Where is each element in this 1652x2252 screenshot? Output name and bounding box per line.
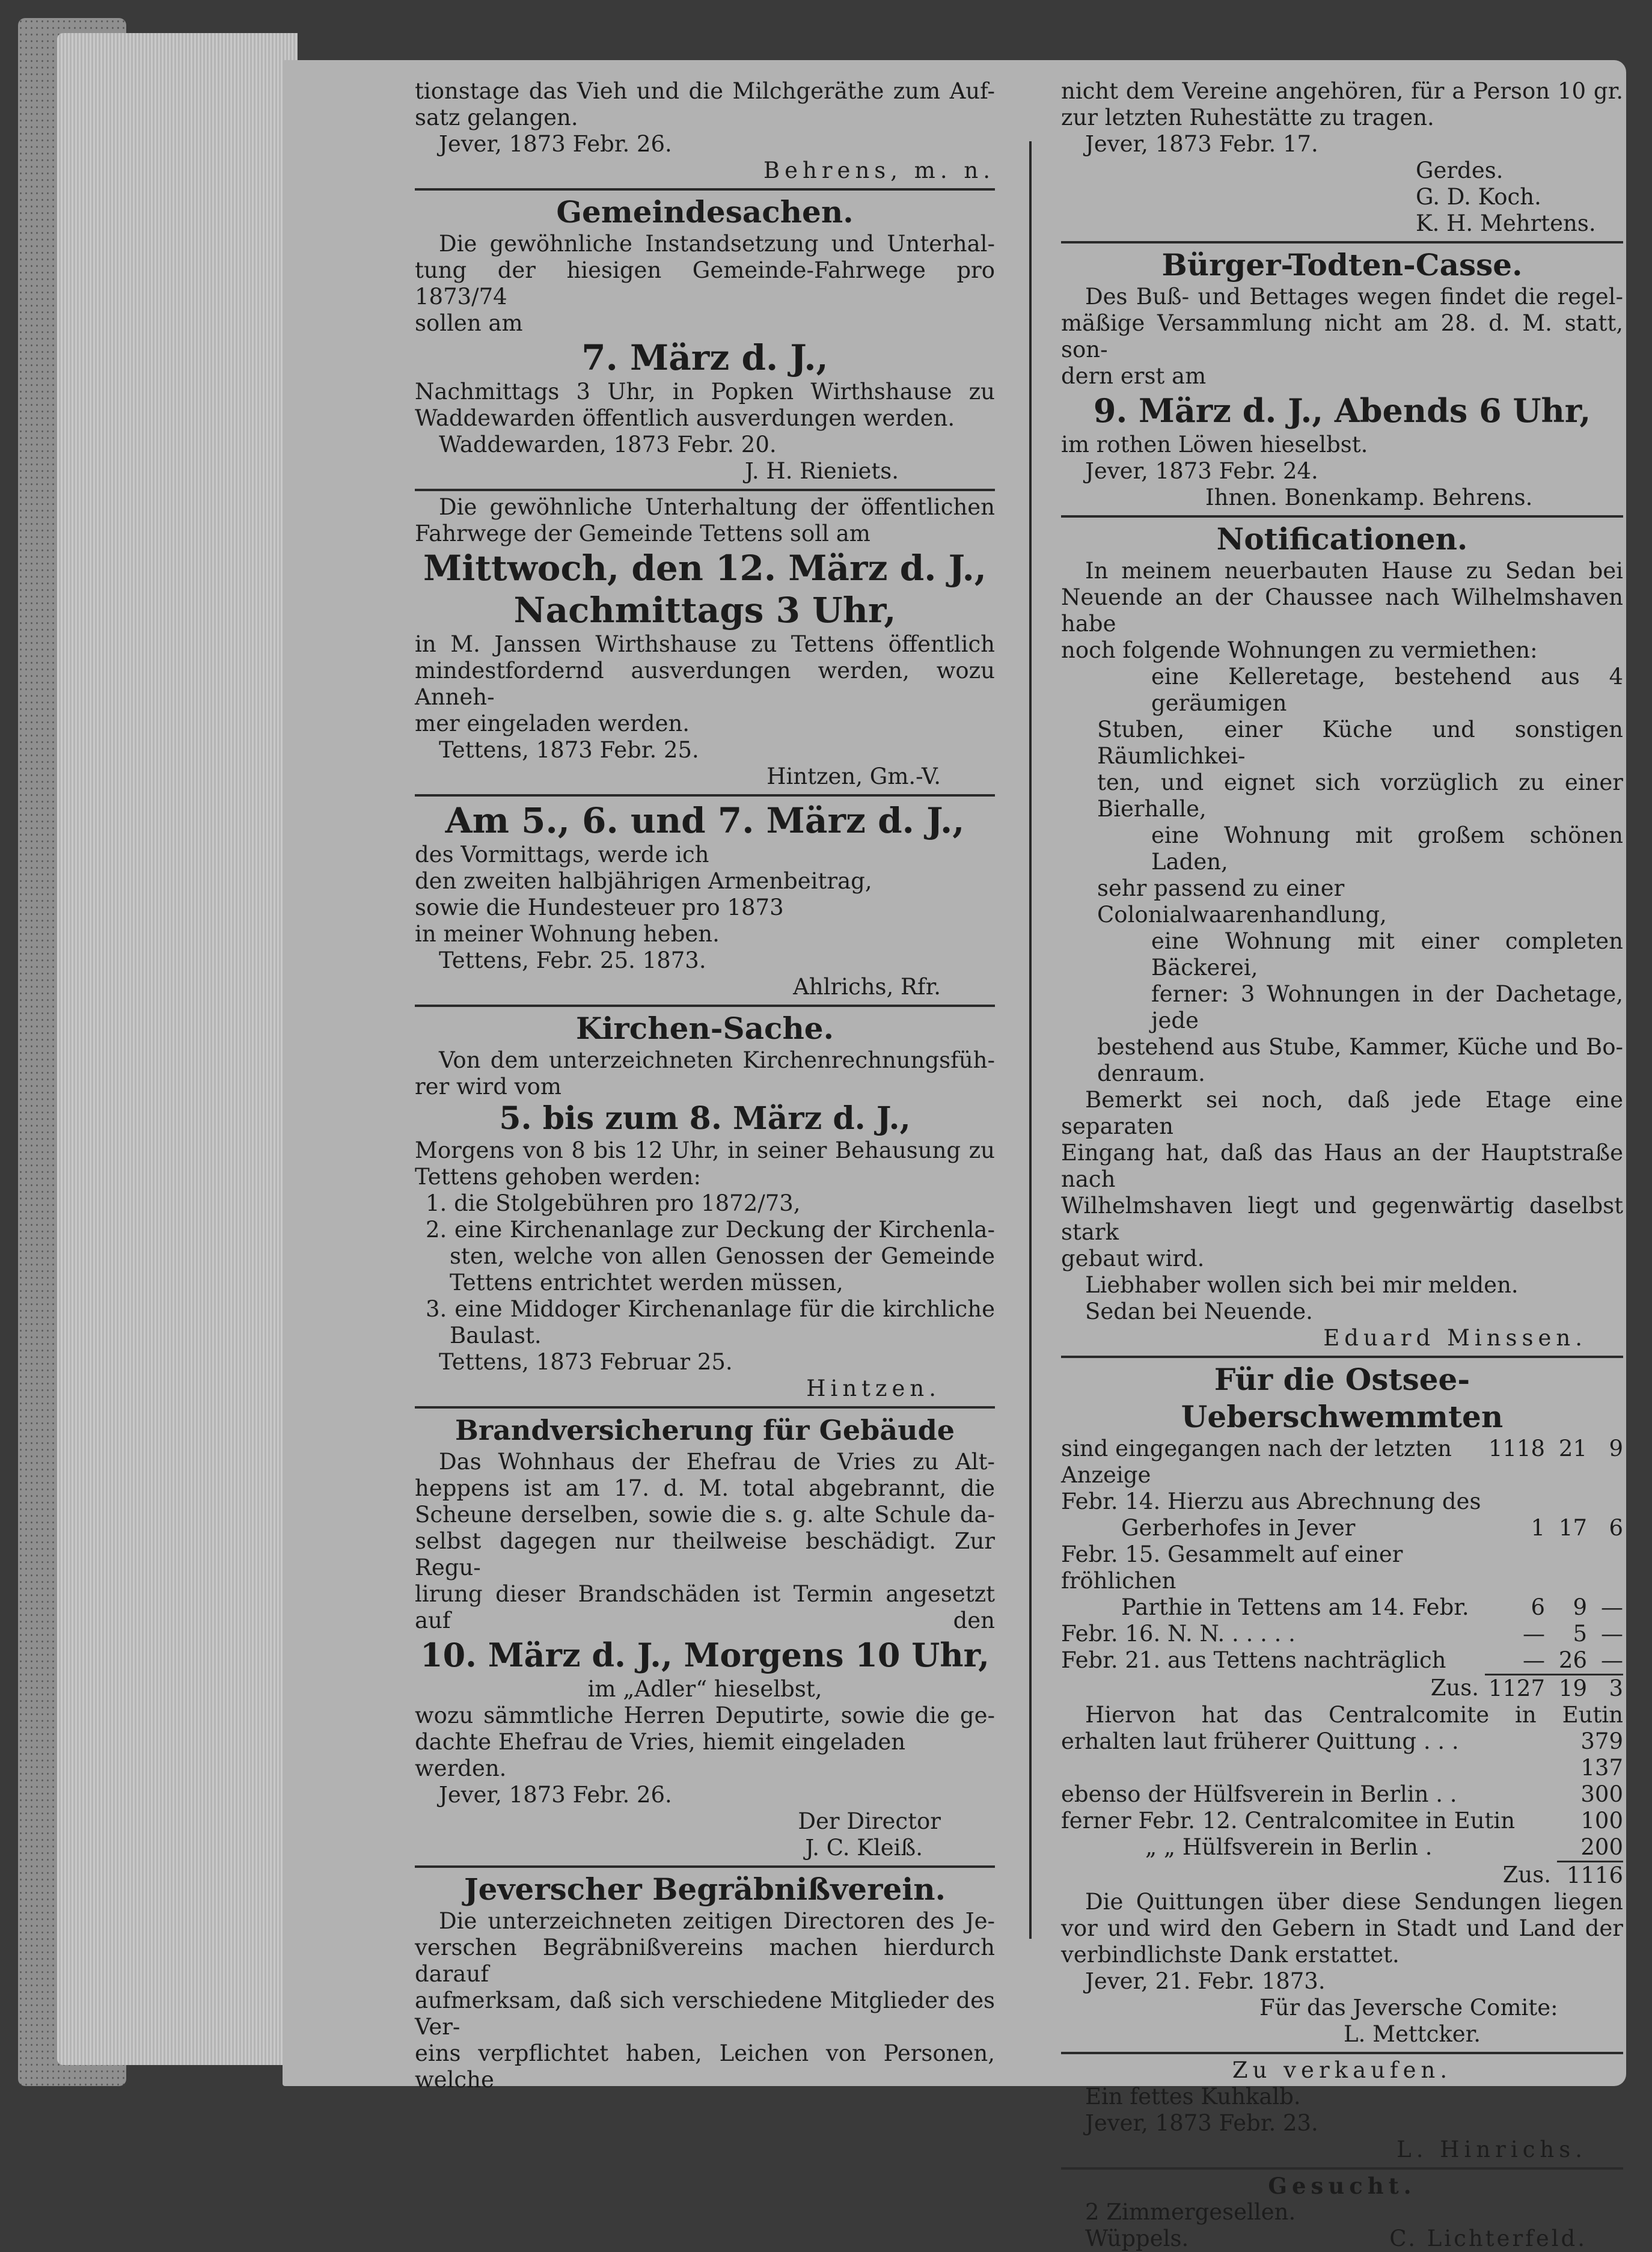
rule (1061, 515, 1623, 518)
row-amount: 100 (1580, 1808, 1623, 1834)
text-line: lirung dieser Brandschäden ist Termin angesetzt auf den (415, 1581, 995, 1633)
signature-title: Für das Jeversche Comite: (1259, 1995, 1558, 2021)
section-heading-kirchen: Kirchen-Sache. (575, 1011, 834, 1046)
text-line: dachte Ehefrau de Vries, hiemit eingeladen werden. (415, 1729, 906, 1781)
event-date: 9. März d. J., Abends 6 Uhr, (1093, 391, 1591, 430)
table-row (1061, 1621, 1623, 1647)
amount-groschen: 26 (1558, 1647, 1587, 1673)
row-amount: 379 (1580, 1728, 1623, 1754)
section-heading-buerger: Bürger-Todten-Casse. (1161, 247, 1523, 283)
text-line: Wilhelmshaven liegt und gegenwärtig daselbst stark (1061, 1193, 1623, 1245)
amount-pfennig: — (1601, 1647, 1623, 1673)
amount-groschen: 17 (1558, 1515, 1587, 1541)
intro-line: tionstage das Vieh und die Milchgeräthe zum Auf- (415, 78, 995, 104)
amount-taler: — (1523, 1621, 1545, 1647)
place-date: Jever, 1873 Febr. 24. (1085, 458, 1318, 484)
event-location: im „Adler“ hieselbst, (587, 1676, 822, 1702)
place-date: Jever, 1873 Febr. 23. (1085, 2110, 1318, 2136)
text-line: Die Quittungen über diese Sendungen liegen (1085, 1889, 1623, 1915)
rule (1061, 1356, 1623, 1358)
signature: C. Lichterfeld. (1389, 2226, 1587, 2251)
text-line: Ein fettes Kuhkalb. (1085, 2084, 1301, 2110)
text-line: mindestfordernd ausverdungen werden, wozu Anneh- (415, 658, 995, 710)
list-line: eine Kelleretage, bestehend aus 4 geräumigen (1151, 664, 1623, 716)
text-line: tung der hiesigen Gemeinde-Fahrwege pro 1873/74 (415, 257, 995, 310)
table-sum-row (1061, 1675, 1623, 1703)
text-line: dern erst am (1061, 363, 1207, 389)
sum-label: Zus. (1502, 1861, 1551, 1888)
signature: L. Hinrichs. (1397, 2137, 1587, 2162)
column-divider (1029, 141, 1032, 1939)
page-edges (57, 33, 298, 2065)
signatures: Ihnen. Bonenkamp. Behrens. (1205, 485, 1533, 510)
text-line: Das Wohnhaus der Ehefrau de Vries zu Alt- (439, 1449, 995, 1475)
sum-groschen: 19 (1545, 1675, 1587, 1703)
table-row (1061, 1594, 1623, 1621)
event-date: 5. bis zum 8. März d. J., (499, 1100, 911, 1137)
amount-taler (1485, 1489, 1545, 1515)
text-line: aufmerksam, daß sich verschiedene Mitglieder des Ver- (415, 1987, 995, 2040)
event-date: 10. März d. J., Morgens 10 Uhr, (420, 1636, 990, 1674)
row-text: ebenso der Hülfsverein in Berlin . . (1061, 1781, 1457, 1807)
place-date: Tettens, Febr. 25. 1873. (439, 947, 706, 973)
amount-taler: 1 (1531, 1515, 1545, 1541)
event-time: Nachmittags 3 Uhr, (513, 590, 896, 631)
amount-groschen: 9 (1573, 1594, 1587, 1620)
sum-pfennig: 3 (1587, 1675, 1623, 1703)
text-line: Morgens von 8 bis 12 Uhr, in seiner Behausung zu (415, 1137, 995, 1163)
signature: Gerdes. (1416, 158, 1504, 183)
place-date: Jever, 1873 Febr. 26. (439, 1782, 672, 1808)
section-heading-brand: Brandversicherung für Gebäude (454, 1414, 955, 1446)
row-amount: 300 (1580, 1781, 1623, 1807)
list-line: ferner: 3 Wohnungen in der Dachetage, jede (1151, 981, 1623, 1033)
text-line: verschen Begräbnißvereins machen hierdurch darauf (415, 1935, 995, 1987)
text-line: Neuende an der Chaussee nach Wilhelmshaven habe (1061, 584, 1623, 637)
amount-pfennig: 9 (1609, 1436, 1623, 1461)
text-line: zur letzten Ruhestätte zu tragen. (1061, 105, 1434, 130)
list-line: bestehend aus Stube, Kammer, Küche und Bo- (1097, 1034, 1623, 1060)
list-item: 1. die Stolgebühren pro 1872/73, (426, 1190, 801, 1216)
text-line: Scheune derselben, sowie die s. g. alte Schule da- (415, 1502, 995, 1528)
sum-amount: 1116 (1557, 1862, 1623, 1889)
table-row (1061, 1728, 1623, 1755)
signature: J. C. Kleiß. (805, 1835, 923, 1861)
place-date: Waddewarden, 1873 Febr. 20. (439, 432, 777, 457)
signature: Hintzen. (806, 1375, 941, 1401)
amount-pfennig (1587, 1541, 1623, 1594)
text-line: Waddewarden öffentlich ausverdungen werden. (415, 405, 955, 431)
left-column (415, 78, 995, 2093)
text-line: noch folgende Wohnungen zu vermiethen: (1061, 637, 1538, 663)
rule (415, 188, 995, 191)
donation-table (1061, 1436, 1623, 1702)
rule (415, 1406, 995, 1409)
table-row (1061, 1808, 1623, 1834)
row-text: Febr. 14. Hierzu aus Abrechnung des (1061, 1489, 1481, 1514)
row-text: Parthie in Tettens am 14. Febr. (1121, 1594, 1469, 1620)
text-line: Tettens gehoben werden: (415, 1164, 701, 1190)
sum-label: Zus. (1430, 1674, 1479, 1701)
signature: J. H. Rieniets. (744, 458, 899, 484)
place-date: Tettens, 1873 Febr. 25. (439, 737, 699, 763)
list-item: 3. eine Middoger Kirchenanlage für die kirchliche (426, 1296, 995, 1322)
section-heading-begraebnis: Jeverscher Begräbnißverein. (463, 1871, 946, 1907)
text-line: Die gewöhnliche Instandsetzung und Unterhal- (439, 231, 995, 257)
rule (415, 489, 995, 491)
text-line: eins verpflichtet haben, Leichen von Personen, welche (415, 2040, 995, 2093)
amount-taler: — (1523, 1647, 1545, 1673)
intro-date: Jever, 1873 Febr. 26. (439, 131, 672, 157)
sum-taler: 1127 (1485, 1675, 1545, 1703)
intro-line: satz gelangen. (415, 105, 578, 130)
amount-pfennig: — (1601, 1621, 1623, 1647)
text-line: Von dem unterzeichneten Kirchenrechnungsfüh- (439, 1047, 995, 1073)
rule (415, 1865, 995, 1868)
row-text: Febr. 15. Gesammelt auf einer fröhlichen (1061, 1541, 1403, 1594)
text-line: Sedan bei Neuende. (1085, 1299, 1313, 1324)
section-heading-ostsee: Für die Ostsee-Ueberschwemmten (1181, 1362, 1504, 1434)
amount-groschen: 21 (1558, 1436, 1587, 1461)
table-row (1061, 1436, 1623, 1489)
row-amount: 200 (1580, 1834, 1623, 1860)
text-line: 2 Zimmergesellen. (1085, 2199, 1296, 2225)
list-item-cont: Tettens entrichtet werden müssen, (450, 1270, 843, 1296)
signature: Ahlrichs, Rfr. (793, 974, 941, 1000)
table-row (1061, 1834, 1623, 1862)
amount-pfennig: 6 (1609, 1515, 1623, 1541)
text-line: nicht dem Vereine angehören, für a Person 10 gr. (1061, 78, 1623, 104)
rule (1061, 2052, 1623, 2054)
list-line: sehr passend zu einer Colonialwaarenhandlung, (1097, 875, 1387, 928)
kirchen-list (415, 1190, 995, 1349)
right-column (1061, 78, 1623, 2252)
table-row (1061, 1541, 1623, 1594)
text-line: vor und wird den Gebern in Stadt und Land der (1061, 1915, 1623, 1941)
event-date: Mittwoch, den 12. März d. J., (423, 548, 987, 589)
place: Wüppels. (1085, 2226, 1189, 2251)
signature: Hintzen, Gm.-V. (766, 763, 941, 789)
rule (1061, 2167, 1623, 2170)
table-row (1061, 1781, 1623, 1808)
section-heading-armen: Am 5., 6. und 7. März d. J., (445, 800, 965, 841)
signature-title: Der Director (798, 1808, 941, 1834)
signature: Eduard Minssen. (1323, 1325, 1587, 1351)
text-line: Des Buß- und Bettages wegen findet die regel- (1085, 284, 1623, 310)
text-line: verbindlichste Dank erstattet. (1061, 1942, 1400, 1968)
section-heading-notificationen: Notificationen. (1216, 521, 1468, 557)
rule (415, 1005, 995, 1007)
text-line: sollen am (415, 310, 523, 336)
text-line: wozu sämmtliche Herren Deputirte, sowie die ge- (415, 1703, 995, 1728)
text-line: Bemerkt sei noch, daß jede Etage eine separaten (1061, 1087, 1623, 1139)
amount-taler (1485, 1541, 1545, 1594)
list-line: eine Wohnung mit einer completen Bäckerei, (1151, 928, 1623, 981)
amount-pfennig: — (1601, 1594, 1623, 1620)
section-heading-gemeindesachen: Gemeindesachen. (556, 194, 854, 230)
text-line: Eingang hat, daß das Haus an der Hauptstraße nach (1061, 1140, 1623, 1192)
table-row (1061, 1755, 1623, 1781)
table-sum-row (1061, 1862, 1623, 1889)
text-line: heppens ist am 17. d. M. total abgebrannt, die (415, 1475, 995, 1501)
text-line: Die gewöhnliche Unterhaltung der öffentlichen (439, 494, 995, 520)
row-text: „ „ Hülfsverein in Berlin . (1145, 1834, 1433, 1860)
row-text: Gerberhofes in Jever (1121, 1515, 1356, 1541)
section-heading-gesucht: Gesucht. (1268, 2173, 1416, 2199)
text-line: mer eingeladen werden. (415, 711, 690, 736)
row-amount: 137 (1580, 1755, 1623, 1781)
place-date: Jever, 1873 Febr. 17. (1085, 131, 1318, 157)
list-line: eine Wohnung mit großem schönen Laden, (1151, 822, 1623, 875)
amount-groschen: 5 (1573, 1621, 1587, 1647)
table-row (1061, 1515, 1623, 1541)
signature: G. D. Koch. (1416, 184, 1541, 210)
place-date: Tettens, 1873 Februar 25. (439, 1349, 733, 1375)
amount-groschen (1545, 1541, 1587, 1594)
row-text: ferner Febr. 12. Centralcomitee in Eutin (1061, 1808, 1516, 1834)
place-date: Jever, 21. Febr. 1873. (1085, 1968, 1326, 1994)
gesucht-footer (1061, 2226, 1623, 2252)
text-line: sowie die Hundesteuer pro 1873 (415, 895, 784, 920)
row-text (1061, 1755, 1557, 1781)
rule (415, 794, 995, 797)
event-location: im rothen Löwen hieselbst. (1061, 432, 1368, 457)
text-line: Fahrwege der Gemeinde Tettens soll am (415, 521, 870, 546)
list-line: denraum. (1097, 1060, 1205, 1086)
section-heading-verkaufen: Zu verkaufen. (1232, 2057, 1452, 2083)
list-line: Stuben, einer Küche und sonstigen Räumlichkei- (1097, 717, 1623, 769)
text-line: gebaut wird. (1061, 1246, 1205, 1271)
text-line: des Vormittags, werde ich (415, 842, 709, 867)
text-line: mäßige Versammlung nicht am 28. d. M. statt, son- (1061, 310, 1623, 363)
text-line: Die unterzeichneten zeitigen Directoren des Je- (439, 1908, 995, 1934)
event-date: 7. März d. J., (581, 337, 828, 378)
intro-signature: Behrens, m. n. (763, 158, 995, 183)
table-row (1061, 1489, 1623, 1515)
list-line: ten, und eignet sich vorzüglich zu einer Bierhalle, (1097, 770, 1623, 822)
text-line: Nachmittags 3 Uhr, in Popken Wirthshause zu (415, 379, 995, 405)
amount-taler: 6 (1531, 1594, 1545, 1620)
signature: K. H. Mehrtens. (1416, 210, 1596, 236)
amount-taler: 1118 (1488, 1436, 1545, 1461)
table-row (1061, 1647, 1623, 1675)
list-item: 2. eine Kirchenanlage zur Deckung der Kirchenla- (426, 1217, 995, 1243)
row-text: Febr. 21. aus Tettens nachträglich (1061, 1647, 1446, 1673)
text-line: Liebhaber wollen sich bei mir melden. (1085, 1272, 1519, 1298)
row-text: erhalten laut früherer Quittung . . . (1061, 1728, 1459, 1754)
row-text: sind eingegangen nach der letzten Anzeige (1061, 1436, 1452, 1488)
text-line: selbst dagegen nur theilweise beschädigt. Zur Regu- (415, 1528, 995, 1580)
text-line: rer wird vom (415, 1074, 561, 1100)
payout-table (1061, 1728, 1623, 1889)
list-item-cont: sten, welche von allen Genossen der Gemeinde (450, 1243, 995, 1269)
amount-groschen (1545, 1489, 1587, 1515)
text-line: In meinem neuerbauten Hause zu Sedan bei (1085, 558, 1623, 584)
text-line: in M. Janssen Wirthshause zu Tettens öffentlich (415, 631, 995, 657)
signature: L. Mettcker. (1344, 2021, 1481, 2047)
amount-pfennig (1587, 1489, 1623, 1515)
list-item-cont: Baulast. (450, 1323, 542, 1348)
row-text: Febr. 16. N. N. . . . . . (1061, 1621, 1296, 1647)
text-line: den zweiten halbjährigen Armenbeitrag, (415, 868, 872, 894)
rule (1061, 241, 1623, 243)
text-line: in meiner Wohnung heben. (415, 921, 720, 947)
text-line: Hiervon hat das Centralcomite in Eutin (1085, 1702, 1623, 1728)
